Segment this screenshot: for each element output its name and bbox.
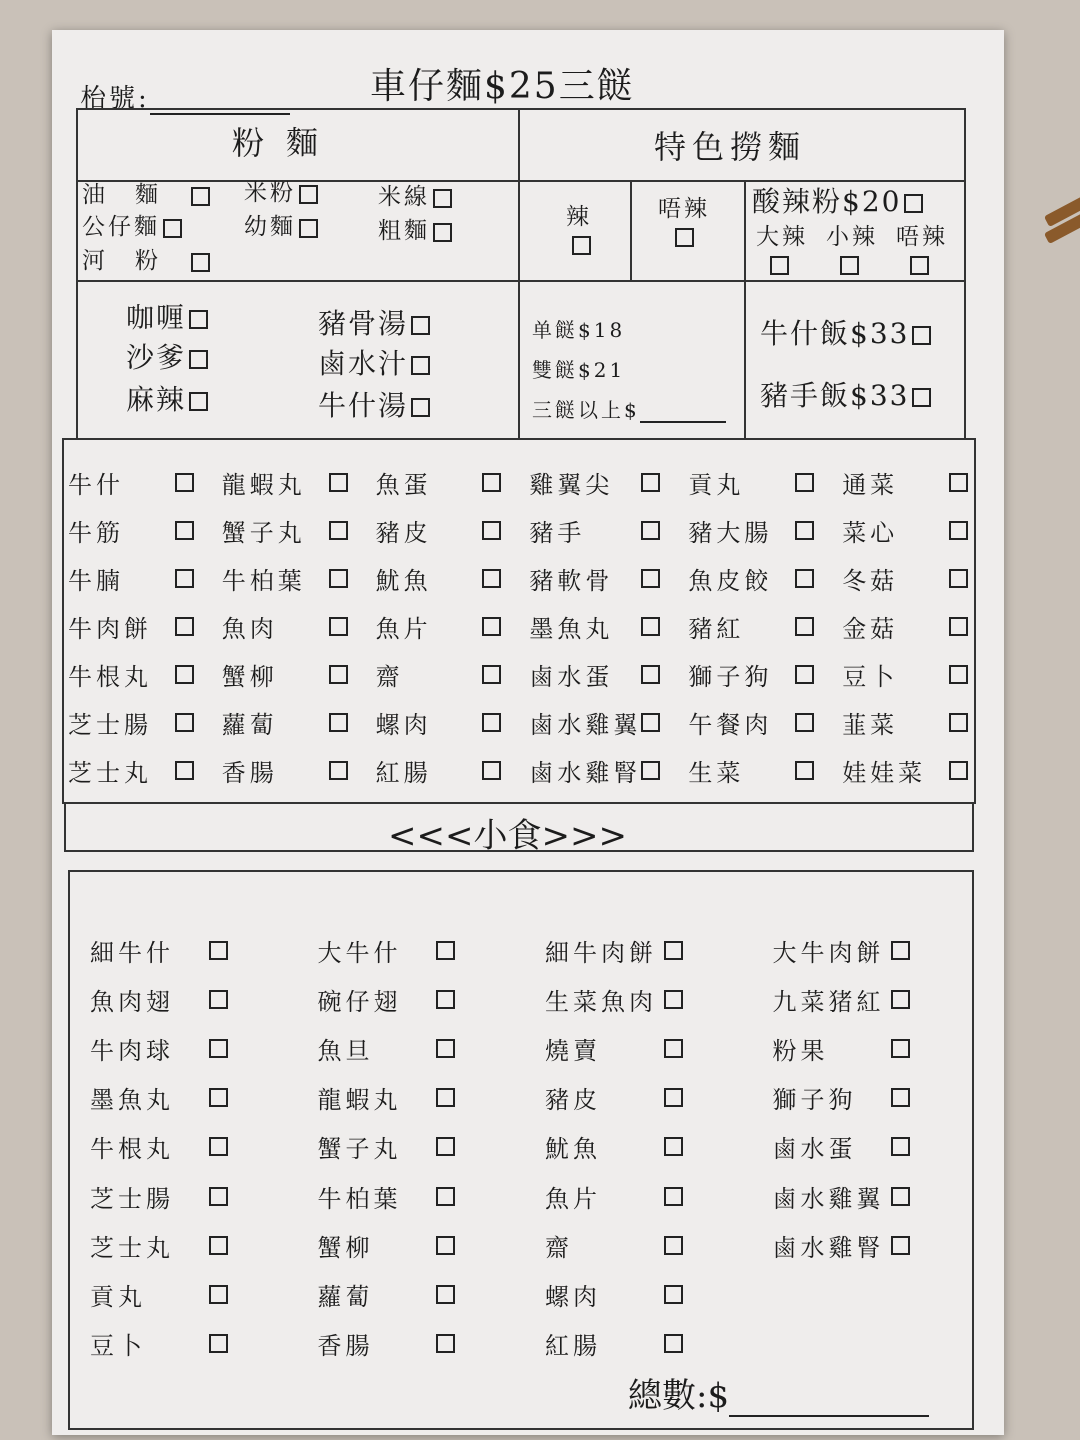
rice-option[interactable]: 牛什飯$33 (760, 312, 931, 352)
menu-item-label: 豬大腸 (688, 518, 773, 547)
toppings-grid (68, 458, 968, 794)
menu-item-label: 墨魚丸 (529, 614, 614, 643)
checkbox[interactable] (664, 1236, 683, 1255)
price-three-plus: 三餸以上$ (532, 394, 726, 423)
menu-item[interactable] (842, 698, 968, 746)
checkbox[interactable] (436, 990, 455, 1009)
menu-item-label: 豬手 (529, 518, 586, 547)
checkbox[interactable] (795, 521, 814, 540)
checkbox[interactable] (191, 187, 210, 206)
menu-item-label: 魚片 (545, 1184, 601, 1213)
checkbox[interactable] (795, 761, 814, 780)
soup-option[interactable]: 豬骨湯 (318, 302, 430, 342)
checkbox[interactable] (209, 941, 228, 960)
checkbox[interactable] (891, 941, 910, 960)
checkbox[interactable] (641, 665, 660, 684)
checkbox[interactable] (163, 219, 182, 238)
checkbox[interactable] (329, 713, 348, 732)
order-form (52, 30, 1004, 1435)
price-single: 单餸$18 (532, 318, 626, 342)
menu-item[interactable] (545, 1319, 683, 1368)
menu-item[interactable] (318, 1172, 456, 1221)
menu-item-label: 鹵水雞腎 (772, 1233, 885, 1262)
menu-item-label: 豬皮 (375, 518, 432, 547)
checkbox[interactable] (949, 665, 968, 684)
spice-level-option[interactable]: 小辣 (826, 218, 878, 277)
menu-item[interactable] (318, 975, 456, 1024)
menu-item[interactable] (688, 698, 814, 746)
menu-item[interactable] (545, 975, 683, 1024)
menu-item[interactable] (529, 746, 660, 794)
checkbox[interactable] (209, 1187, 228, 1206)
checkbox[interactable] (329, 569, 348, 588)
menu-item-label: 獅子狗 (688, 662, 773, 691)
noodle-option[interactable]: 米線 (378, 178, 452, 211)
table-label: 枱號: (80, 84, 150, 114)
menu-item-label: 魚肉 (221, 614, 278, 643)
menu-item[interactable] (376, 698, 502, 746)
checkbox[interactable] (436, 941, 455, 960)
menu-item-label: 龍蝦丸 (317, 1086, 402, 1115)
noodles-heading: 粉麵 (232, 124, 341, 162)
checkbox[interactable] (664, 941, 683, 960)
checkbox[interactable] (175, 665, 194, 684)
menu-item-label: 魚旦 (317, 1037, 374, 1066)
soup-option[interactable]: 沙爹 (126, 336, 208, 376)
menu-item-label: 通菜 (842, 470, 899, 499)
menu-item-label: 牛柏葉 (317, 1184, 402, 1213)
checkbox[interactable] (912, 326, 931, 345)
menu-item[interactable] (222, 698, 348, 746)
checkbox[interactable] (329, 521, 348, 540)
menu-item-label: 螺肉 (545, 1282, 601, 1311)
menu-item-label: 芝士腸 (90, 1184, 174, 1213)
menu-item[interactable] (773, 1122, 911, 1171)
checkbox[interactable] (641, 521, 660, 540)
menu-item-label: 蟹子丸 (221, 518, 306, 547)
checkbox[interactable] (433, 189, 452, 208)
menu-item[interactable] (529, 602, 660, 650)
checkbox[interactable] (949, 473, 968, 492)
menu-item[interactable] (318, 1122, 456, 1171)
checkbox[interactable] (641, 473, 660, 492)
snacks-heading: <<<小食>>> (388, 816, 627, 856)
menu-item-label: 牛根丸 (90, 1135, 174, 1164)
checkbox[interactable] (411, 398, 430, 417)
soup-option[interactable]: 鹵水汁 (318, 342, 430, 382)
menu-item[interactable] (318, 1024, 456, 1073)
checkbox[interactable] (329, 473, 348, 492)
checkbox[interactable] (191, 253, 210, 272)
menu-item-label: 娃娃菜 (842, 758, 927, 787)
checkbox[interactable] (795, 665, 814, 684)
menu-item-label: 金菇 (842, 614, 899, 643)
checkbox[interactable] (329, 761, 348, 780)
menu-item-label: 九菜猪紅 (772, 988, 885, 1017)
menu-item[interactable] (773, 1172, 911, 1221)
checkbox[interactable] (949, 761, 968, 780)
menu-item-label: 鹵水蛋 (529, 662, 614, 691)
checkbox[interactable] (482, 473, 501, 492)
menu-item-label: 獅子狗 (772, 1086, 857, 1115)
checkbox[interactable] (795, 617, 814, 636)
checkbox[interactable] (675, 228, 694, 247)
snacks-grid (90, 926, 910, 1368)
menu-item[interactable] (90, 1122, 228, 1171)
checkbox[interactable] (664, 1088, 683, 1107)
menu-item[interactable] (688, 650, 814, 698)
checkbox[interactable] (949, 713, 968, 732)
menu-item-label: 生菜魚肉 (545, 988, 657, 1017)
checkbox[interactable] (175, 521, 194, 540)
menu-item[interactable] (376, 602, 502, 650)
checkbox[interactable] (904, 194, 923, 213)
menu-item[interactable] (545, 1172, 683, 1221)
menu-item-label: 細牛什 (90, 939, 174, 968)
menu-item[interactable] (222, 650, 348, 698)
checkbox[interactable] (641, 761, 660, 780)
noodle-option[interactable]: 油麵 (82, 176, 210, 209)
checkbox[interactable] (664, 1285, 683, 1304)
menu-item-label: 魚蛋 (375, 470, 432, 499)
noodle-option[interactable]: 米粉 (244, 174, 318, 207)
checkbox[interactable] (209, 990, 228, 1009)
menu-item[interactable] (545, 1122, 683, 1171)
menu-item-label: 午餐肉 (688, 710, 773, 739)
menu-item-label: 大牛什 (317, 939, 402, 968)
menu-item[interactable] (842, 746, 968, 794)
checkbox[interactable] (664, 1187, 683, 1206)
checkbox[interactable] (209, 1088, 228, 1107)
menu-item-label: 牛根丸 (68, 662, 152, 691)
menu-item[interactable] (318, 1073, 456, 1122)
menu-item-label: 香腸 (221, 758, 278, 787)
checkbox[interactable] (175, 569, 194, 588)
checkbox[interactable] (795, 713, 814, 732)
checkbox[interactable] (949, 521, 968, 540)
checkbox[interactable] (891, 1236, 910, 1255)
menu-item[interactable] (222, 554, 348, 602)
menu-item-label: 蘿蔔 (317, 1282, 374, 1311)
checkbox[interactable] (411, 316, 430, 335)
menu-item-label: 龍蝦丸 (221, 470, 306, 499)
checkbox[interactable] (209, 1039, 228, 1058)
checkbox[interactable] (795, 473, 814, 492)
menu-item[interactable] (90, 975, 228, 1024)
menu-item[interactable] (376, 554, 502, 602)
menu-item-label: 豬軟骨 (529, 566, 614, 595)
menu-item[interactable] (545, 1270, 683, 1319)
menu-item-label: 豆卜 (90, 1331, 146, 1360)
checkbox[interactable] (175, 713, 194, 732)
checkbox[interactable] (209, 1236, 228, 1255)
menu-item-label: 蟹子丸 (317, 1135, 402, 1164)
not-spicy-option[interactable]: 唔辣 (658, 190, 710, 249)
menu-item[interactable] (68, 698, 194, 746)
menu-item-label: 鹵水雞腎 (529, 758, 642, 787)
menu-item[interactable] (688, 602, 814, 650)
checkbox[interactable] (436, 1039, 455, 1058)
menu-item[interactable] (68, 506, 194, 554)
menu-item-label: 牛什 (68, 470, 124, 499)
menu-item[interactable] (90, 1024, 228, 1073)
menu-item-label: 豬紅 (688, 614, 745, 643)
menu-item[interactable] (68, 746, 194, 794)
checkbox[interactable] (175, 473, 194, 492)
menu-item[interactable] (318, 1319, 456, 1368)
menu-item-label: 鹵水蛋 (772, 1135, 857, 1164)
menu-item[interactable] (842, 650, 968, 698)
menu-item-label: 芝士丸 (68, 758, 152, 787)
menu-item[interactable] (68, 602, 194, 650)
menu-item[interactable] (222, 506, 348, 554)
checkbox[interactable] (189, 392, 208, 411)
checkbox[interactable] (641, 617, 660, 636)
noodle-option[interactable]: 粗麵 (378, 212, 452, 245)
checkbox[interactable] (891, 990, 910, 1009)
menu-item[interactable] (773, 1221, 911, 1270)
menu-item[interactable] (222, 746, 348, 794)
checkbox[interactable] (436, 1187, 455, 1206)
sour-spicy-option[interactable]: 酸辣粉$20 (752, 180, 923, 220)
checkbox[interactable] (433, 223, 452, 242)
menu-item[interactable] (545, 1073, 683, 1122)
menu-item-label: 魚肉翅 (90, 988, 174, 1017)
checkbox[interactable] (891, 1187, 910, 1206)
checkbox[interactable] (641, 713, 660, 732)
menu-item[interactable] (318, 1270, 456, 1319)
checkbox[interactable] (910, 256, 929, 275)
menu-item[interactable] (773, 1024, 911, 1073)
checkbox[interactable] (411, 356, 430, 375)
menu-item-label: 蟹柳 (221, 662, 278, 691)
checkbox[interactable] (482, 617, 501, 636)
menu-item-label: 細牛肉餅 (545, 939, 657, 968)
checkbox[interactable] (949, 617, 968, 636)
menu-item-label: 芝士腸 (68, 710, 152, 739)
checkbox[interactable] (664, 1039, 683, 1058)
menu-item-label: 墨魚丸 (90, 1086, 174, 1115)
checkbox[interactable] (664, 1334, 683, 1353)
menu-item[interactable] (773, 1073, 911, 1122)
menu-item-label: 螺肉 (375, 710, 432, 739)
menu-item[interactable] (90, 926, 228, 975)
menu-item-label: 牛筋 (68, 518, 124, 547)
checkbox[interactable] (436, 1236, 455, 1255)
checkbox[interactable] (436, 1088, 455, 1107)
menu-item-label: 菜心 (842, 518, 899, 547)
checkbox[interactable] (482, 713, 501, 732)
menu-item[interactable] (529, 698, 660, 746)
soup-option[interactable]: 咖喱 (126, 296, 208, 336)
menu-item-label: 魷魚 (375, 566, 432, 595)
checkbox[interactable] (664, 990, 683, 1009)
checkbox[interactable] (664, 1137, 683, 1156)
menu-item-label: 鹵水雞翼 (772, 1184, 885, 1213)
menu-item-label: 韮菜 (842, 710, 899, 739)
menu-item-label: 大牛肉餅 (772, 939, 885, 968)
menu-item-label: 雞翼尖 (529, 470, 614, 499)
checkbox[interactable] (189, 350, 208, 369)
menu-item-label: 碗仔翅 (317, 988, 402, 1017)
checkbox[interactable] (189, 310, 208, 329)
menu-item[interactable] (376, 746, 502, 794)
menu-item[interactable] (688, 458, 814, 506)
divider (518, 108, 520, 440)
menu-item[interactable] (773, 975, 911, 1024)
checkbox[interactable] (795, 569, 814, 588)
menu-item[interactable] (318, 1221, 456, 1270)
checkbox[interactable] (891, 1137, 910, 1156)
checkbox[interactable] (482, 761, 501, 780)
menu-item[interactable] (529, 506, 660, 554)
price-field[interactable] (640, 401, 726, 423)
menu-item[interactable] (222, 458, 348, 506)
menu-item[interactable] (90, 1319, 228, 1368)
checkbox[interactable] (329, 617, 348, 636)
checkbox[interactable] (949, 569, 968, 588)
form-title: 車仔麵$25三餸 (370, 66, 635, 107)
menu-item[interactable] (318, 926, 456, 975)
total-label: 總數:$ (628, 1368, 929, 1417)
menu-item[interactable] (545, 1221, 683, 1270)
checkbox[interactable] (482, 569, 501, 588)
checkbox[interactable] (641, 569, 660, 588)
spicy-option[interactable]: 辣 (566, 198, 592, 257)
menu-item-label: 牛肉餅 (68, 614, 152, 643)
menu-item-label: 齋 (545, 1233, 573, 1262)
divider (744, 180, 746, 440)
menu-item[interactable] (376, 458, 502, 506)
menu-item-label: 粉果 (772, 1037, 829, 1066)
menu-item[interactable] (68, 650, 194, 698)
spice-level-option[interactable]: 大辣 (756, 218, 808, 277)
menu-item[interactable] (688, 554, 814, 602)
menu-item[interactable] (688, 746, 814, 794)
checkbox[interactable] (891, 1088, 910, 1107)
menu-item[interactable] (842, 554, 968, 602)
checkbox[interactable] (329, 665, 348, 684)
checkbox[interactable] (436, 1334, 455, 1353)
menu-item-label: 牛腩 (68, 566, 124, 595)
menu-item[interactable] (529, 650, 660, 698)
menu-item-label: 豆卜 (842, 662, 899, 691)
menu-item-label: 燒賣 (545, 1037, 601, 1066)
rice-option[interactable]: 豬手飯$33 (760, 374, 931, 414)
menu-item-label: 蟹柳 (317, 1233, 374, 1262)
special-heading: 特色撈麵 (654, 128, 807, 166)
menu-item[interactable] (68, 458, 194, 506)
soup-option[interactable]: 麻辣 (126, 378, 208, 418)
checkbox[interactable] (299, 219, 318, 238)
menu-item-label: 牛柏葉 (221, 566, 306, 595)
menu-item[interactable] (222, 602, 348, 650)
menu-item[interactable] (68, 554, 194, 602)
menu-item-label: 魚片 (375, 614, 432, 643)
noodle-option[interactable]: 幼麵 (244, 208, 318, 241)
menu-item-label: 香腸 (317, 1331, 374, 1360)
menu-item-label: 芝士丸 (90, 1233, 174, 1262)
checkbox[interactable] (209, 1285, 228, 1304)
menu-item-label: 紅腸 (375, 758, 432, 787)
menu-item-label: 牛肉球 (90, 1037, 174, 1066)
checkbox[interactable] (840, 256, 859, 275)
checkbox[interactable] (572, 236, 591, 255)
checkbox[interactable] (436, 1285, 455, 1304)
menu-item-label: 貢丸 (90, 1282, 146, 1311)
checkbox[interactable] (209, 1137, 228, 1156)
checkbox[interactable] (299, 185, 318, 204)
soup-option[interactable]: 牛什湯 (318, 384, 430, 424)
menu-item[interactable] (688, 506, 814, 554)
menu-item[interactable] (529, 458, 660, 506)
menu-item[interactable] (376, 650, 502, 698)
menu-item-label: 貢丸 (688, 470, 745, 499)
noodle-option[interactable]: 公仔麵 (82, 208, 182, 241)
menu-item-label: 紅腸 (545, 1331, 601, 1360)
spice-level-option[interactable]: 唔辣 (896, 218, 948, 277)
menu-item-label: 齋 (375, 662, 404, 691)
checkbox[interactable] (482, 521, 501, 540)
checkbox[interactable] (175, 617, 194, 636)
menu-item-label: 冬菇 (842, 566, 899, 595)
menu-item[interactable] (90, 1221, 228, 1270)
noodle-option[interactable]: 河粉 (82, 242, 210, 275)
checkbox[interactable] (209, 1334, 228, 1353)
menu-item[interactable] (842, 602, 968, 650)
menu-item[interactable] (376, 506, 502, 554)
divider (630, 180, 632, 280)
divider (76, 280, 966, 282)
menu-item[interactable] (545, 926, 683, 975)
checkbox[interactable] (436, 1137, 455, 1156)
menu-item[interactable] (90, 1270, 228, 1319)
checkbox[interactable] (891, 1039, 910, 1058)
menu-item[interactable] (529, 554, 660, 602)
menu-item[interactable] (90, 1073, 228, 1122)
menu-item-label: 魚皮餃 (688, 566, 773, 595)
menu-item[interactable] (90, 1172, 228, 1221)
menu-item[interactable] (842, 506, 968, 554)
total-field[interactable] (729, 1381, 929, 1417)
checkbox[interactable] (770, 256, 789, 275)
checkbox[interactable] (482, 665, 501, 684)
menu-item-label: 魷魚 (545, 1135, 601, 1164)
menu-item[interactable] (773, 926, 911, 975)
checkbox[interactable] (912, 388, 931, 407)
price-double: 雙餸$21 (532, 358, 626, 382)
checkbox[interactable] (175, 761, 194, 780)
menu-item[interactable] (842, 458, 968, 506)
menu-item-label: 生菜 (688, 758, 745, 787)
menu-item-label: 鹵水雞翼 (529, 710, 642, 739)
menu-item[interactable] (545, 1024, 683, 1073)
menu-item-label: 豬皮 (545, 1086, 601, 1115)
menu-item-label: 蘿蔔 (221, 710, 278, 739)
